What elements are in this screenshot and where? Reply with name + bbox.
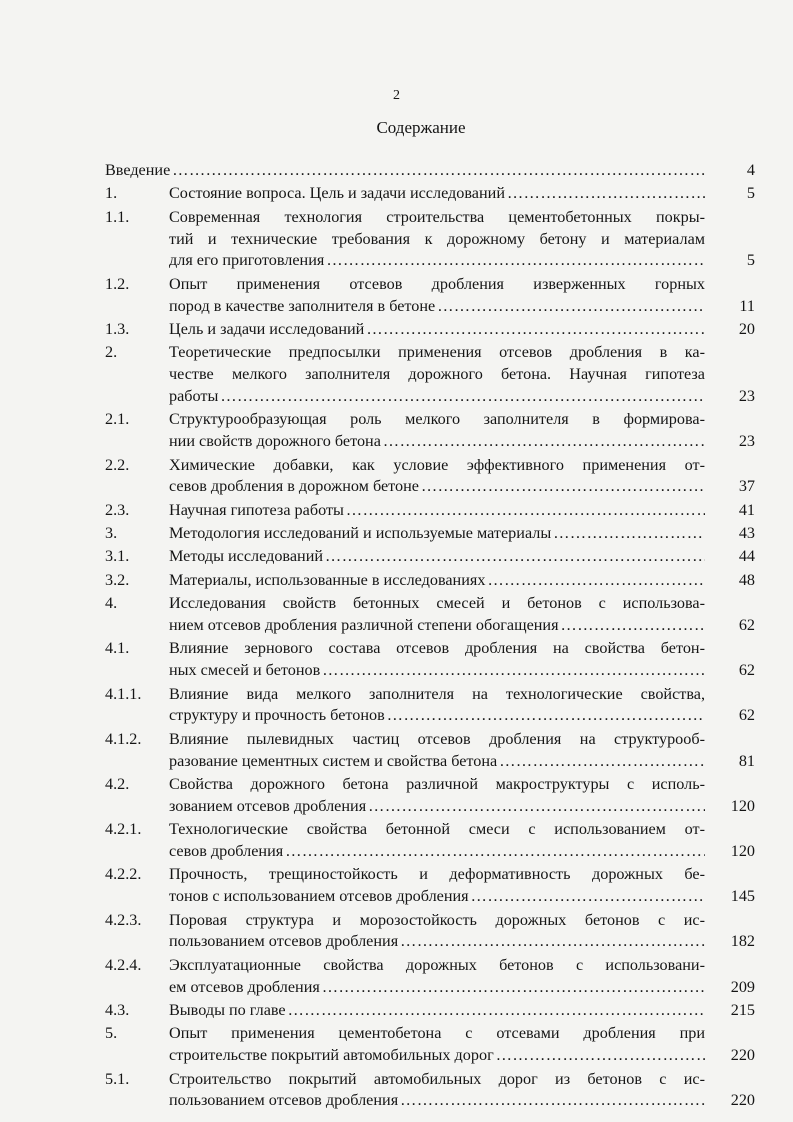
dot-leader [471,886,705,908]
toc-entry-page: 62 [738,706,755,725]
dot-leader [288,1000,705,1022]
toc-entry-page: 20 [738,319,755,338]
dot-leader [285,841,705,863]
toc-entry [105,207,755,272]
toc-entry [105,183,755,205]
table-of-contents [105,160,755,1114]
page-number: 2 [393,88,400,103]
toc-entry-line: Методы исследований [169,547,324,566]
toc-entry-line: ных смесей и бетонов [169,661,321,680]
toc-entry-line: севов дробления [169,842,284,860]
toc-entry [105,546,755,568]
toc-entry [105,819,755,863]
toc-entry-number: 1.2. [105,274,130,293]
dot-leader [561,615,705,637]
toc-entry-number: 4. [105,594,118,613]
toc-entry [105,638,755,682]
toc-entry-line: Выводы по главе [169,1000,286,1019]
dot-leader [322,660,705,682]
toc-entry-line: Опыт применения цементобетона с отсевами дробления при [169,1024,705,1043]
toc-entry [105,409,755,453]
toc-entry-page: 209 [730,977,755,996]
toc-entry-line: тонов с использованием отсевов дробления [169,887,469,906]
toc-entry-line: пород в качестве заполнителя в бетоне [169,296,436,315]
toc-entry-line: Теоретические предпосылки применения отсевов дробления в ка- [169,343,705,362]
toc-entry-page: 23 [738,386,755,405]
toc-entry [105,523,755,545]
toc-entry [105,864,755,908]
toc-entry-page: 23 [738,432,755,451]
toc-entry-page: 81 [738,751,755,770]
toc-entry-page: 43 [738,524,755,543]
toc-entry-line: разование цементных систем и свойства бетона [169,751,498,770]
dot-leader [496,1045,705,1067]
toc-entry-line: для его приготовления [169,251,325,270]
toc-entry-line: севов дробления в дорожном бетоне [169,477,419,496]
toc-entry-page: 4 [746,161,755,179]
dot-leader [400,931,705,953]
toc-entry-line: Состояние вопроса. Цель и задачи исследований [169,184,505,203]
toc-entry [105,774,755,818]
toc-entry-line: Современная технология строительства цементобетонных покры- [169,207,705,226]
dot-leader [366,319,705,341]
toc-entry-line: Методология исследований и используемые материалы [169,524,552,543]
toc-entry-line: строительстве покрытий автомобильных дорог [169,1046,494,1065]
toc-entry [105,160,755,182]
dot-leader [325,546,705,568]
toc-entry [105,500,755,522]
dot-leader [499,751,705,773]
toc-entry-line: Структурообразующая роль мелкого заполнителя в формирова- [169,410,705,429]
toc-entry-number: 4.2. [105,775,130,794]
toc-entry-page: 120 [730,796,755,815]
toc-entry-line: пользованием отсевов дробления [169,1091,399,1110]
toc-entry [105,455,755,499]
toc-entry-number: 1.3. [105,319,130,338]
toc-entry-number: 4.2.2. [105,865,142,884]
toc-entry-number: 3.2. [105,570,130,589]
toc-entry-number: 4.2.1. [105,820,142,839]
toc-entry-page: 41 [738,500,755,519]
toc-entry-line: Прочность, трещиностойкость и деформативность дорожных бе- [169,865,705,884]
toc-entry-line: Научная гипотеза работы [169,500,344,519]
toc-entry-line: Введение [105,161,171,179]
dot-leader [400,1090,705,1112]
toc-entry-number: 1. [105,184,118,203]
toc-entry [105,1069,755,1113]
dot-leader [553,523,705,545]
toc-entry-number: 3.1. [105,547,130,566]
toc-entry-page: 5 [746,184,755,203]
toc-entry-number: 2.2. [105,455,130,474]
toc-entry-line: Опыт применения отсевов дробления изверженных горных [169,274,705,293]
toc-entry-line: ем отсевов дробления [169,977,320,996]
toc-entry [105,910,755,954]
toc-entry [105,729,755,773]
toc-entry-line: Исследования свойств бетонных смесей и бетонов с использова- [169,594,705,613]
toc-entry-number: 4.1.2. [105,729,142,748]
toc-entry [105,684,755,728]
toc-entry [105,593,755,637]
toc-entry-page: 5 [746,251,755,270]
toc-entry-page: 62 [738,661,755,680]
toc-entry-line: Цель и задачи исследований [169,319,365,338]
toc-entry-line: Поровая структура и морозостойкость дорожных бетонов с ис- [169,910,705,929]
toc-entry [105,274,755,318]
toc-entry [105,1000,755,1022]
toc-entry-number: 4.1.1. [105,684,142,703]
toc-entry-line: нием отсевов дробления различной степени обогащения [169,616,559,635]
toc-entry-line: Свойства дорожного бетона различной макроструктуры с исполь- [169,775,705,794]
toc-entry-line: Эксплуатационные свойства дорожных бетонов с использовани- [169,955,705,974]
toc-entry [105,319,755,341]
toc-entry-number: 4.1. [105,639,130,658]
toc-entry-page: 37 [738,477,755,496]
toc-entry-line: Материалы, использованные в исследованиях [169,570,486,589]
toc-entry [105,342,755,407]
toc-entry-line: пользованием отсевов дробления [169,932,399,951]
dot-leader [437,296,705,318]
dot-leader [322,977,705,999]
toc-entry [105,570,755,592]
toc-entry-number: 3. [105,524,118,543]
dot-leader [507,183,705,205]
dot-leader [220,386,705,408]
toc-entry-line: работы [169,386,219,405]
toc-entry-line: нии свойств дорожного бетона [169,432,381,451]
toc-entry-number: 4.2.4. [105,955,142,974]
toc-entry-number: 4.2.3. [105,910,142,929]
toc-entry-number: 2.3. [105,500,130,519]
toc-entry-page: 145 [730,887,755,906]
toc-entry-page: 120 [730,842,755,860]
toc-entry-line: честве мелкого заполнителя дорожного бетона. Научная гипотеза [169,365,705,384]
toc-entry-page: 182 [730,932,755,951]
dot-leader [487,570,705,592]
toc-entry-page: 62 [738,616,755,635]
dot-leader [368,796,705,818]
dot-leader [383,431,705,453]
toc-entry-line: Химические добавки, как условие эффективного применения от- [169,455,705,474]
toc-entry-number: 2. [105,343,118,362]
toc-entry-page: 220 [730,1091,755,1110]
toc-entry-number: 1.1. [105,207,130,226]
dot-leader [172,160,705,182]
toc-entry-line: Влияние вида мелкого заполнителя на технологические свойства, [169,684,705,703]
toc-entry-line: Влияние зернового состава отсевов дробления на свойства бетон- [169,639,705,658]
toc-entry-line: Технологические свойства бетонной смеси с использованием от- [169,820,705,839]
dot-leader [421,476,705,498]
toc-entry-page: 215 [730,1000,755,1019]
toc-entry-line: структуру и прочность бетонов [169,706,385,725]
toc-title: Содержание [376,118,466,137]
toc-entry-number: 4.3. [105,1000,130,1019]
toc-entry-line: Строительство покрытий автомобильных дорог из бетонов с ис- [169,1069,705,1088]
toc-entry-line: Влияние пылевидных частиц отсевов дробления на структурооб- [169,729,705,748]
toc-entry-page: 220 [730,1046,755,1065]
toc-entry-line: зованием отсевов дробления [169,796,367,815]
toc-entry-number: 2.1. [105,410,130,429]
toc-entry [105,1023,755,1067]
toc-entry-number: 5. [105,1024,118,1043]
dot-leader [387,705,705,727]
toc-entry-page: 11 [739,296,755,315]
toc-entry-page: 44 [738,547,755,566]
toc-entry [105,955,755,999]
toc-entry-number: 5.1. [105,1069,130,1088]
dot-leader [326,250,705,272]
toc-entry-page: 48 [738,570,755,589]
dot-leader [346,500,705,522]
toc-entry-line: тий и технические требования к дорожному бетону и материалам [169,229,705,248]
